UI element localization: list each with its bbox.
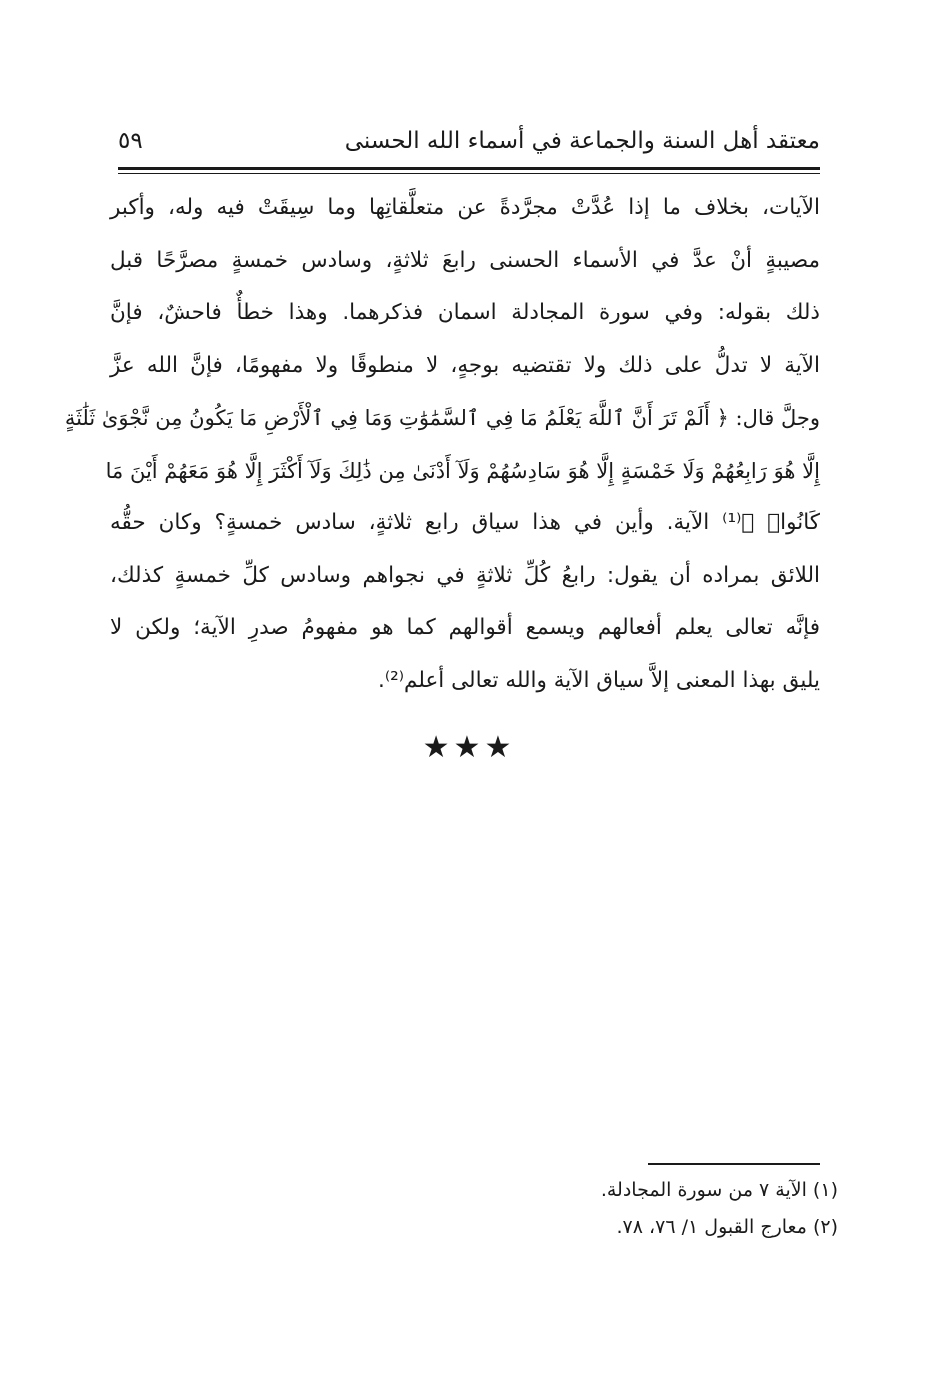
header-rule-thin [118,173,820,174]
footnotes [118,1172,838,1246]
body-line-6-quran: إِلَّا هُوَ رَابِعُهُمْ وَلَا خَمْسَةٍ إِلَّا هُوَ سَادِسُهُمْ وَلَآ أَدْنَىٰ مِن ذَٰلِكَ وَلَآ أَكْثَرَ إِلَّا هُوَ مَعَهُمْ أَيْنَ مَا [105,458,820,483]
body-line-9: فإنَّه تعالى يعلم أفعالهم ويسمع أقوالهم كما هو مفهومُ صدرِ الآية؛ ولكن لا [110,615,820,640]
header-rule-thick [118,167,820,170]
body-line-2: مصيبةٍ أنْ عدَّ في الأسماء الحسنى رابعَ ثلاثةٍ، وسادس خمسةٍ مصرَّحًا قبل [110,247,820,273]
body-line-1: الآيات، بخلاف ما إذا عُدَّتْ مجرَّدةً عن متعلَّقاتِها وما سِيقَتْ فيه وله، وأكبر [110,195,820,220]
running-title: معتقد أهل السنة والجماعة في أسماء الله الحسنى [344,128,820,154]
section-separator: ★★★ [422,730,516,765]
footnote-2: (٢) معارج القبول ١/ ٧٦، ٧٨. [616,1216,838,1238]
footnote-rule [648,1163,820,1165]
body-line-3: ذلك بقوله: وفي سورة المجادلة اسمان فذكرهما. وهذا خطأٌ فاحشٌ، فإنَّ [110,300,820,325]
page-number: ٥٩ [118,128,143,154]
body-line-10: يليق بهذا المعنى إلاَّ سياق الآية والله تعالى أعلم⁽²⁾. [378,667,820,693]
body-line-5-quran: وجلَّ قال: ﴿ أَلَمْ تَرَ أَنَّ ٱللَّهَ يَعْلَمُ مَا فِي ٱلسَّمَٰوَٰتِ وَمَا فِي ٱلْأَرْضِ مَا يَكُونُ مِن نَّجْوَىٰ ثَلَٰثَةٍ [64,406,820,430]
body-text [64,182,820,707]
running-header [118,122,820,166]
body-line-7: كَانُوا۟ ﴾⁽¹⁾ الآية. وأين في هذا سياق رابع ثلاثةٍ، سادس خمسةٍ؟ وكان حقُّه [110,510,820,535]
body-line-8: اللائق بمراده أن يقول: رابعُ كُلِّ ثلاثةٍ في نجواهم وسادس كلِّ خمسةٍ كذلك، [110,562,820,588]
footnote-1: (١) الآية ٧ من سورة المجادلة. [600,1179,838,1201]
body-line-4: الآية لا تدلُّ على ذلك ولا تقتضيه بوجهٍ، لا منطوقًا ولا مفهومًا، فإنَّ الله عزَّ [110,352,820,378]
